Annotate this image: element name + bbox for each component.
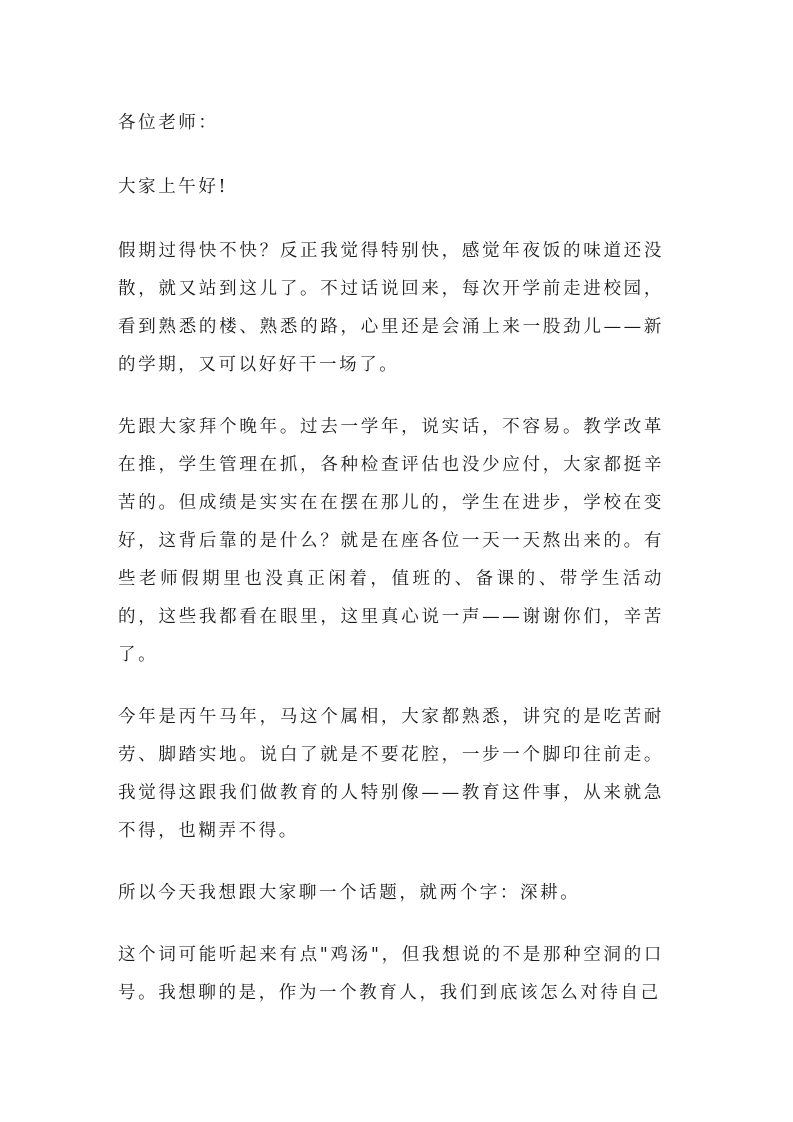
paragraph-topic: 所以今天我想跟大家聊一个话题，就两个字：深耕。 — [118, 883, 581, 903]
paragraph-horse-year: 今年是丙午马年，马这个属相，大家都熟悉，讲究的是吃苦耐劳、脚踏实地。说白了就是不要花腔，一步一个脚印往前走。我觉得这跟我们做教育的人特别像——教育这件事，从来就急不得，也糊弄不得。 — [118, 707, 664, 841]
greeting: 大家上午好! — [118, 177, 229, 197]
paragraph-deep-cultivation: 这个词可能听起来有点"鸡汤"，但我想说的不是那种空洞的口号。我想聊的是，作为一个教育人，我们到底该怎么对待自己 — [118, 945, 664, 1003]
paragraph-holiday: 假期过得快不快？反正我觉得特别快，感觉年夜饭的味道还没散，就又站到这儿了。不过话说回来，每次开学前走进校园，看到熟悉的楼、熟悉的路，心里还是会涌上来一股劲儿——新的学期，又可以好好干一场了。 — [118, 241, 664, 375]
document-page — [118, 104, 664, 1036]
salutation: 各位老师： — [118, 113, 219, 133]
paragraph-thanks: 先跟大家拜个晚年。过去一学年，说实话，不容易。教学改革在推，学生管理在抓，各种检查评估也没少应付，大家都挺辛苦的。但成绩是实实在在摆在那儿的，学生在进步，学校在变好，这背后靠的是什么？就是在座各位一天一天熬出来的。有些老师假期里也没真正闲着，值班的、备课的、带学生活动的，这些我都看在眼里，这里真心说一声——谢谢你们，辛苦了。 — [118, 417, 664, 665]
